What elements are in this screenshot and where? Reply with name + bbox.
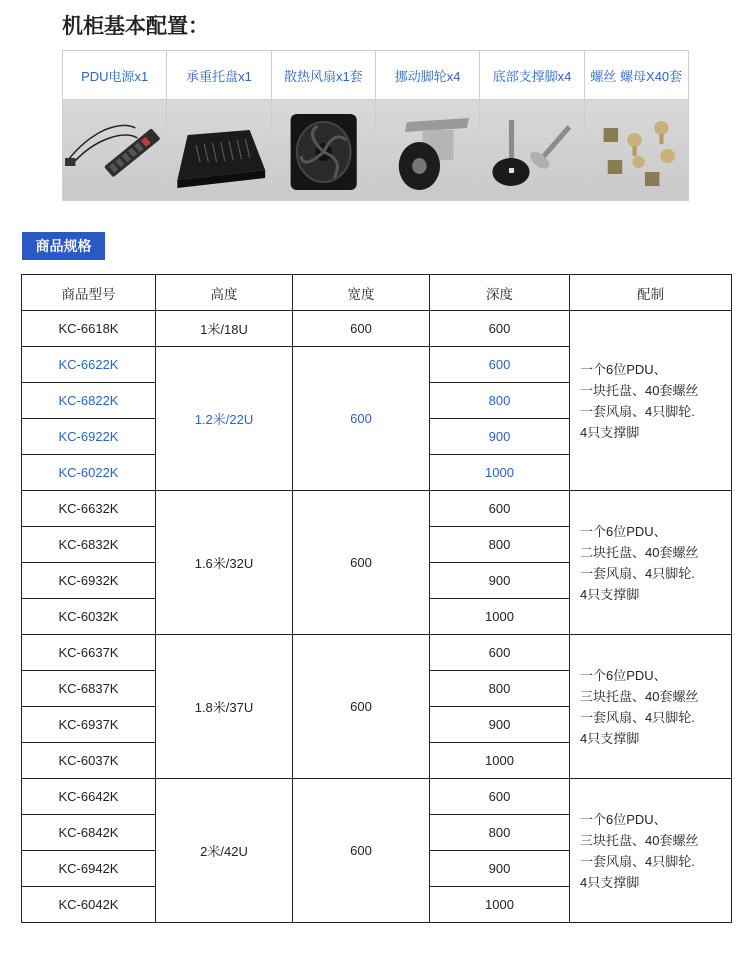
height-cell: 1米/18U <box>156 311 293 347</box>
accessory-grid <box>62 50 689 201</box>
header-depth: 深度 <box>430 275 570 311</box>
model-cell: KC-6842K <box>22 815 156 851</box>
config-line: 三块托盘、40套螺丝 <box>580 688 699 704</box>
spec-table <box>21 274 732 923</box>
model-cell: KC-6032K <box>22 599 156 635</box>
fan-image <box>272 100 375 200</box>
caster-wheel-image <box>376 100 479 200</box>
height-cell: 1.6米/32U <box>156 491 293 635</box>
table-header-row <box>22 275 732 311</box>
width-cell: 600 <box>293 635 430 779</box>
accessory-tray <box>167 51 271 200</box>
table-row <box>22 491 732 527</box>
model-cell: KC-6042K <box>22 887 156 923</box>
config-cell <box>570 635 732 779</box>
table-row <box>22 311 732 347</box>
depth-cell: 900 <box>430 851 570 887</box>
depth-cell: 600 <box>430 347 570 383</box>
header-height: 高度 <box>156 275 293 311</box>
spec-section-label: 商品规格 <box>22 232 105 260</box>
model-cell: KC-6932K <box>22 563 156 599</box>
config-line: 4只支撑脚 <box>580 730 640 746</box>
config-cell <box>570 491 732 635</box>
config-cell <box>570 311 732 491</box>
accessory-label: 散热风扇x1套 <box>272 51 375 100</box>
model-cell: KC-6618K <box>22 311 156 347</box>
depth-cell: 800 <box>430 383 570 419</box>
model-cell: KC-6837K <box>22 671 156 707</box>
depth-cell: 600 <box>430 635 570 671</box>
header-config: 配制 <box>570 275 732 311</box>
depth-cell: 800 <box>430 671 570 707</box>
accessory-caster <box>376 51 480 200</box>
support-foot-image <box>480 100 583 200</box>
width-cell: 600 <box>293 491 430 635</box>
model-cell: KC-6942K <box>22 851 156 887</box>
config-line: 一套风扇、4只脚轮. <box>580 709 695 725</box>
config-line: 一套风扇、4只脚轮. <box>580 565 695 581</box>
depth-cell: 600 <box>430 491 570 527</box>
page-title: 机柜基本配置： <box>62 15 209 38</box>
accessory-pdu <box>63 51 167 200</box>
header-width: 宽度 <box>293 275 430 311</box>
height-cell: 1.2米/22U <box>156 347 293 491</box>
model-cell: KC-6622K <box>22 347 156 383</box>
depth-cell: 800 <box>430 815 570 851</box>
model-cell: KC-6832K <box>22 527 156 563</box>
model-cell: KC-6632K <box>22 491 156 527</box>
config-line: 一个6位PDU、 <box>580 523 667 539</box>
accessory-label: 底部支撑脚x4 <box>480 51 583 100</box>
config-line: 4只支撑脚 <box>580 424 640 440</box>
header-model: 商品型号 <box>22 275 156 311</box>
tray-image <box>167 100 270 200</box>
accessory-label: 承重托盘x1 <box>167 51 270 100</box>
config-line: 一块托盘、40套螺丝 <box>580 382 699 398</box>
config-line: 一个6位PDU、 <box>580 361 667 377</box>
model-cell: KC-6922K <box>22 419 156 455</box>
width-cell: 600 <box>293 311 430 347</box>
config-line: 一套风扇、4只脚轮. <box>580 853 695 869</box>
depth-cell: 1000 <box>430 887 570 923</box>
depth-cell: 1000 <box>430 455 570 491</box>
width-cell: 600 <box>293 347 430 491</box>
width-cell: 600 <box>293 779 430 923</box>
config-line: 4只支撑脚 <box>580 874 640 890</box>
accessory-label: PDU电源x1 <box>63 51 166 100</box>
config-line: 一个6位PDU、 <box>580 667 667 683</box>
depth-cell: 1000 <box>430 743 570 779</box>
config-line: 一套风扇、4只脚轮. <box>580 403 695 419</box>
config-line: 4只支撑脚 <box>580 586 640 602</box>
table-row <box>22 635 732 671</box>
pdu-power-strip-image <box>63 100 166 200</box>
accessory-screws <box>585 51 688 200</box>
model-cell: KC-6642K <box>22 779 156 815</box>
depth-cell: 900 <box>430 707 570 743</box>
config-line: 二块托盘、40套螺丝 <box>580 544 699 560</box>
table-row <box>22 779 732 815</box>
depth-cell: 1000 <box>430 599 570 635</box>
config-cell <box>570 779 732 923</box>
model-cell: KC-6937K <box>22 707 156 743</box>
screws-nuts-image <box>585 100 688 200</box>
model-cell: KC-6022K <box>22 455 156 491</box>
depth-cell: 600 <box>430 779 570 815</box>
height-cell: 1.8米/37U <box>156 635 293 779</box>
model-cell: KC-6637K <box>22 635 156 671</box>
config-line: 一个6位PDU、 <box>580 811 667 827</box>
accessory-label: 挪动脚轮x4 <box>376 51 479 100</box>
accessory-support-foot <box>480 51 584 200</box>
accessory-label: 螺丝 螺母X40套 <box>585 51 688 100</box>
config-line: 三块托盘、40套螺丝 <box>580 832 699 848</box>
depth-cell: 900 <box>430 563 570 599</box>
accessory-fan <box>272 51 376 200</box>
model-cell: KC-6822K <box>22 383 156 419</box>
depth-cell: 600 <box>430 311 570 347</box>
depth-cell: 900 <box>430 419 570 455</box>
height-cell: 2米/42U <box>156 779 293 923</box>
model-cell: KC-6037K <box>22 743 156 779</box>
depth-cell: 800 <box>430 527 570 563</box>
